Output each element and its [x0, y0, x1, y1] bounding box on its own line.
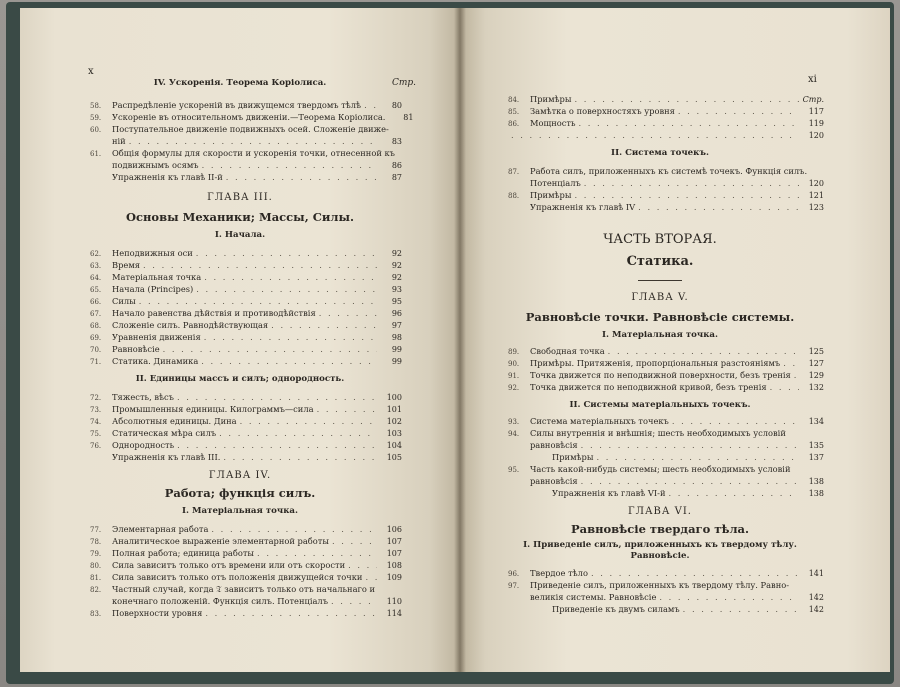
part-title: ЧАСТЬ ВТОРАЯ. [603, 232, 717, 247]
chapter-title: Работа; функція силъ. [164, 486, 316, 500]
toc-entry: 69. Уравненія движенія . . . 98 [90, 332, 402, 343]
toc-entry: 95. Часть какой-нибудь системы; шесть необходимыхъ условій [508, 464, 791, 474]
toc-entry: равновѣсія . . . 138 [530, 476, 824, 487]
toc-entry: 73. Промышленныя единицы. Килограммъ—сила . . . 101 [90, 404, 402, 415]
chapter-label: ГЛАВА IV. [208, 470, 272, 481]
toc-entry: . . . 120 [508, 130, 824, 141]
toc-entry: 70. Равновѣсіе . . . 99 [90, 344, 402, 355]
toc-entry: 88. Примѣры . . . 121 [508, 190, 824, 201]
toc-entry: 59. Ускореніе въ относительномъ движеніи.—Теорема Коріолиса. 81 [90, 112, 414, 122]
toc-entry: 94. Силы внутреннія и внѣшнія; шесть необходимыхъ условій [508, 428, 786, 438]
toc-entry: 64. Матеріальная точка . . . 92 [90, 272, 402, 283]
chapter-title: Равновѣсіе точки. Равновѣсіе системы. [525, 310, 795, 324]
toc-entry: Упражненія къ главѣ VI-й . . . 138 [552, 488, 824, 499]
toc-entry: 79. Полная работа; единица работы . . . 107 [90, 548, 402, 559]
column-header: Стр. [392, 78, 417, 88]
toc-entry: 90. Примѣры. Притяженія, пропорціональныя разстояніямъ . . . 127 [508, 358, 824, 369]
toc-entry: 86. Мощность . . . 119 [508, 118, 824, 129]
toc-entry: 82. Частный случай, когда 𝔗 зависитъ только отъ начальнаго и [90, 584, 376, 594]
chapter-label: ГЛАВА V. [631, 292, 689, 303]
toc-entry: 77. Элементарная работа . . . 106 [90, 524, 402, 535]
toc-entry: 92. Точка движется по неподвижной кривой, безъ тренія . . . 132 [508, 382, 824, 393]
section-heading: II. Единицы массъ и силъ; однородность. [135, 374, 345, 384]
toc-entry: 87. Работа силъ, приложенныхъ къ системѣ точекъ. Функція силъ. [508, 166, 808, 176]
toc-entry: 75. Статическая мѣра силъ . . . 103 [90, 428, 402, 439]
toc-entry: ній . . . 83 [90, 136, 402, 147]
section-heading: IV. Ускоренія. Теорема Коріолиса. [153, 78, 327, 88]
section-heading: I. Приведеніе силъ, приложенныхъ къ твердому тѣлу. [523, 540, 797, 550]
divider [638, 280, 682, 281]
toc-entry: Упражненія къ главѣ II-й . . . 87 [112, 172, 402, 183]
page-number: x [88, 66, 94, 77]
toc-entry: Приведеніе къ двумъ силамъ . . . 142 [552, 604, 824, 615]
toc-entry: 85. Замѣтка о поверхностяхъ уровня . . . 117 [508, 106, 824, 117]
toc-entry: 83. Поверхности уровня . . . 114 [90, 608, 402, 619]
toc-entry: Потенціалъ . . . 120 [530, 178, 824, 189]
chapter-label: ГЛАВА III. [207, 192, 273, 203]
toc-entry: 60. Поступательное движеніе подвижныхъ осей. Сложеніе движе- [90, 124, 389, 134]
toc-entry: 76. Однородность . . . 104 [90, 440, 402, 451]
section-heading: II. Системы матеріальныхъ точекъ. [569, 400, 751, 410]
toc-entry: 80. Сила зависитъ только отъ времени или отъ скорости . . . 108 [90, 560, 402, 571]
section-heading: II. Система точекъ. [611, 148, 709, 158]
toc-entry: 74. Абсолютныя единицы. Дина . . . 102 [90, 416, 402, 427]
toc-entry: 96. Твердое тѣло . . . 141 [508, 568, 824, 579]
toc-entry: великія системы. Равновѣсіе . . . 142 [530, 592, 824, 603]
toc-entry: 72. Тяжесть, вѣсъ . . . 100 [90, 392, 402, 403]
toc-entry: 67. Начало равенства дѣйствія и противодѣйствія . . . 96 [90, 308, 402, 319]
toc-entry: 58. Распредѣленіе ускореній въ движущемся твердомъ тѣлѣ . . . 80 [90, 100, 402, 111]
toc-entry: 62. Неподвижныя оси . . . 92 [90, 248, 402, 259]
toc-entry: 81. Сила зависитъ только отъ положенія движущейся точки . . . 109 [90, 572, 402, 583]
right-page [460, 8, 890, 672]
toc-entry: 84. Примѣры . . . Стр. [508, 94, 824, 105]
section-heading: Равновѣсіе. [630, 551, 690, 561]
toc-entry: 63. Время . . . 92 [90, 260, 402, 271]
page-number: xi [808, 74, 817, 85]
book-gutter [454, 8, 466, 672]
part-subtitle: Статика. [626, 254, 694, 269]
toc-entry: 89. Свободная точка . . . 125 [508, 346, 824, 357]
toc-entry: Примѣры . . . 137 [552, 452, 824, 463]
toc-entry: 78. Аналитическое выраженіе элементарной работы . . . 107 [90, 536, 402, 547]
toc-entry: подвижнымъ осямъ . . . 86 [90, 160, 402, 171]
toc-entry: 65. Начала (Principes) . . . 93 [90, 284, 402, 295]
toc-entry: конечнаго положеній. Функція силъ. Потенціалъ . . . 110 [112, 596, 402, 607]
toc-entry: Упражненія къ главѣ III. . . . 105 [112, 452, 402, 463]
toc-entry: 61. Общія формулы для скорости и ускоренія точки, отнесенной къ [90, 148, 395, 158]
toc-entry: 97. Приведеніе силъ, приложенныхъ къ твердому тѣлу. Равно- [508, 580, 790, 590]
section-heading: I. Матеріальная точка. [182, 506, 298, 516]
chapter-label: ГЛАВА VI. [628, 506, 692, 517]
toc-entry: Упражненія къ главѣ IV . . . 123 [530, 202, 824, 213]
toc-entry: равновѣсія . . . 135 [530, 440, 824, 451]
toc-entry: 91. Точка движется по неподвижной поверхности, безъ тренія . . . 129 [508, 370, 824, 381]
section-heading: I. Начала. [214, 230, 266, 240]
chapter-title: Основы Механики; Массы, Силы. [125, 210, 355, 224]
section-heading: I. Матеріальная точка. [602, 330, 718, 340]
toc-entry: 68. Сложеніе силъ. Равнодѣйствующая . . . 97 [90, 320, 402, 331]
toc-entry: 71. Статика. Динамика . . . 99 [90, 356, 402, 367]
chapter-title: Равновѣсіе твердаго тѣла. [570, 522, 750, 536]
toc-entry: 66. Силы . . . 95 [90, 296, 402, 307]
left-page [20, 8, 460, 672]
toc-entry: 93. Система матеріальныхъ точекъ . . . 134 [508, 416, 824, 427]
